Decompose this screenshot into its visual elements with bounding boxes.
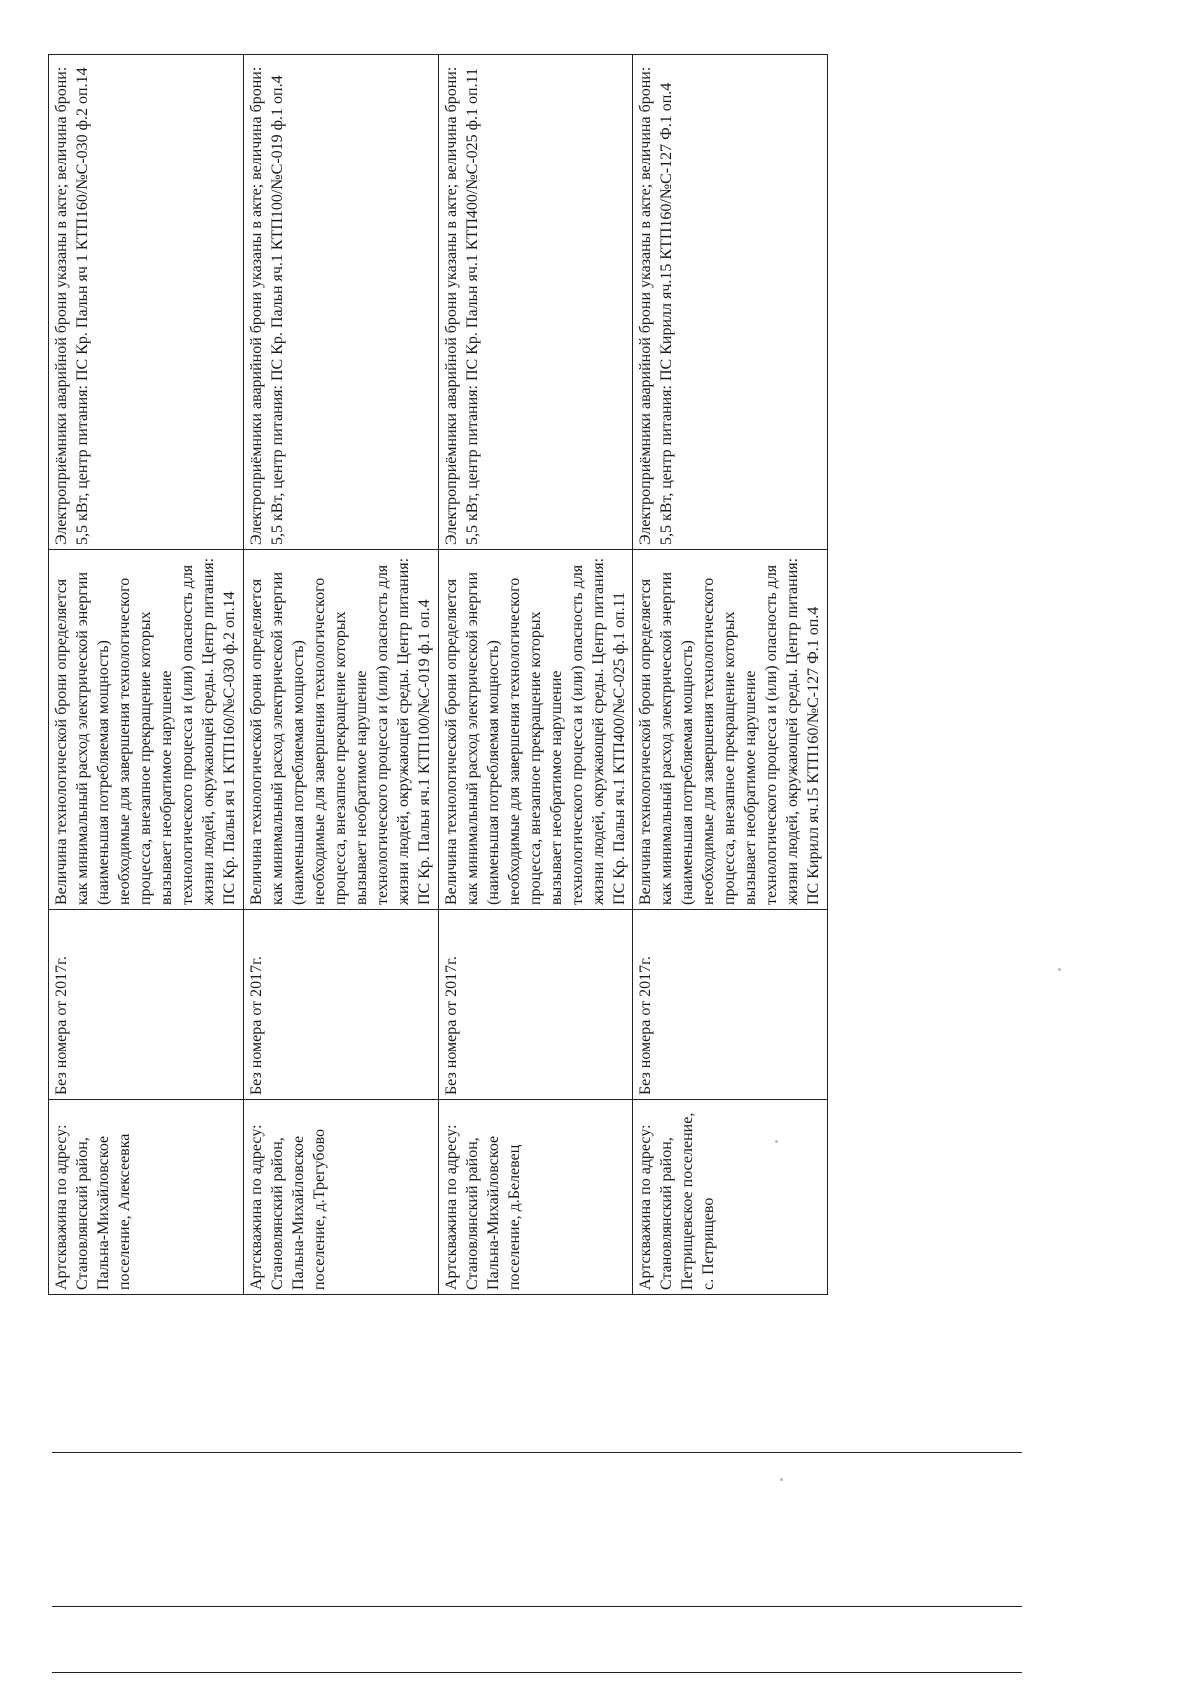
emergency-reserve-cell: Электроприёмники аварийной брони указаны в акте; величина брони: 5,5 кВт, центр питания: ПС Кирилл яч.15 КТП160/№С-127 Ф.1 оп.4 (633, 55, 828, 550)
horizontal-rule (52, 1452, 1022, 1453)
object-cell: Артскважина по адресу: Становлянский район, Пальна-Михайловское поселение, д.Белевец (438, 1100, 633, 1295)
tech-reserve-cell: Величина технологической брони определяется как минимальный расход электрической энергии (наименьшая потребляемая мощность) необходимые для завершения технологического процесса, внезапное прекращение которых вызывает необратимое нарушение технологического процесса и (или) опасность для жизни людей, окружающей среды. Центр питания: ПС Кр. Пальн яч.1 КТП100/№С-019 ф.1 оп.4 (243, 550, 438, 910)
tech-reserve-cell: Величина технологической брони определяется как минимальный расход электрической энергии (наименьшая потребляемая мощность) необходимые для завершения технологического процесса, внезапное прекращение которых вызывает необратимое нарушение технологического процесса и (или) опасность для жизни людей, окружающей среды. Центр питания: ПС Кр. Пальн яч 1 КТП160/№С-030 ф.2 оп.14 (49, 550, 244, 910)
horizontal-rule (52, 1606, 1022, 1607)
scan-speck (775, 1140, 778, 1143)
tech-reserve-cell: Величина технологической брони определяется как минимальный расход электрической энергии (наименьшая потребляемая мощность) необходимые для завершения технологического процесса, внезапное прекращение которых вызывает необратимое нарушение технологического процесса и (или) опасность для жизни людей, окружающей среды. Центр питания: ПС Кирилл яч.15 КТП160/№С-127 Ф.1 оп.4 (633, 550, 828, 910)
reserve-table (48, 54, 828, 1295)
tech-reserve-cell: Величина технологической брони определяется как минимальный расход электрической энергии (наименьшая потребляемая мощность) необходимые для завершения технологического процесса, внезапное прекращение которых вызывает необратимое нарушение технологического процесса и (или) опасность для жизни людей, окружающей среды. Центр питания: ПС Кр. Пальн яч.1 КТП400/№С-025 ф.1 оп.11 (438, 550, 633, 910)
horizontal-rule (52, 1672, 1022, 1673)
emergency-reserve-cell: Электроприёмники аварийной брони указаны в акте; величина брони: 5,5 кВт, центр питания: ПС Кр. Пальн яч.1 КТП400/№С-025 ф.1 оп.11 (438, 55, 633, 550)
table-row (633, 55, 828, 1295)
object-cell: Артскважина по адресу: Становлянский район, Петрищевское поселение, с. Петрищево (633, 1100, 828, 1295)
emergency-reserve-cell: Электроприёмники аварийной брони указаны в акте; величина брони: 5,5 кВт, центр питания: ПС Кр. Пальн яч 1 КТП160/№С-030 ф.2 оп.14 (49, 55, 244, 550)
rotated-table-wrapper (48, 55, 828, 1295)
document-cell: Без номера от 2017г. (49, 910, 244, 1100)
scan-speck (780, 1478, 783, 1481)
object-cell: Артскважина по адресу: Становлянский район, Пальна-Михайловское поселение, Алексеевка (49, 1100, 244, 1295)
table-row (438, 55, 633, 1295)
document-cell: Без номера от 2017г. (633, 910, 828, 1100)
scan-speck (1058, 968, 1061, 971)
object-cell: Артскважина по адресу: Становлянский район, Пальна-Михайловское поселение, д.Трегубово (243, 1100, 438, 1295)
emergency-reserve-cell: Электроприёмники аварийной брони указаны в акте; величина брони: 5,5 кВт, центр питания: ПС Кр. Пальн яч.1 КТП100/№С-019 ф.1 оп.4 (243, 55, 438, 550)
table-row (243, 55, 438, 1295)
table-row (49, 55, 244, 1295)
document-cell: Без номера от 2017г. (438, 910, 633, 1100)
document-cell: Без номера от 2017г. (243, 910, 438, 1100)
